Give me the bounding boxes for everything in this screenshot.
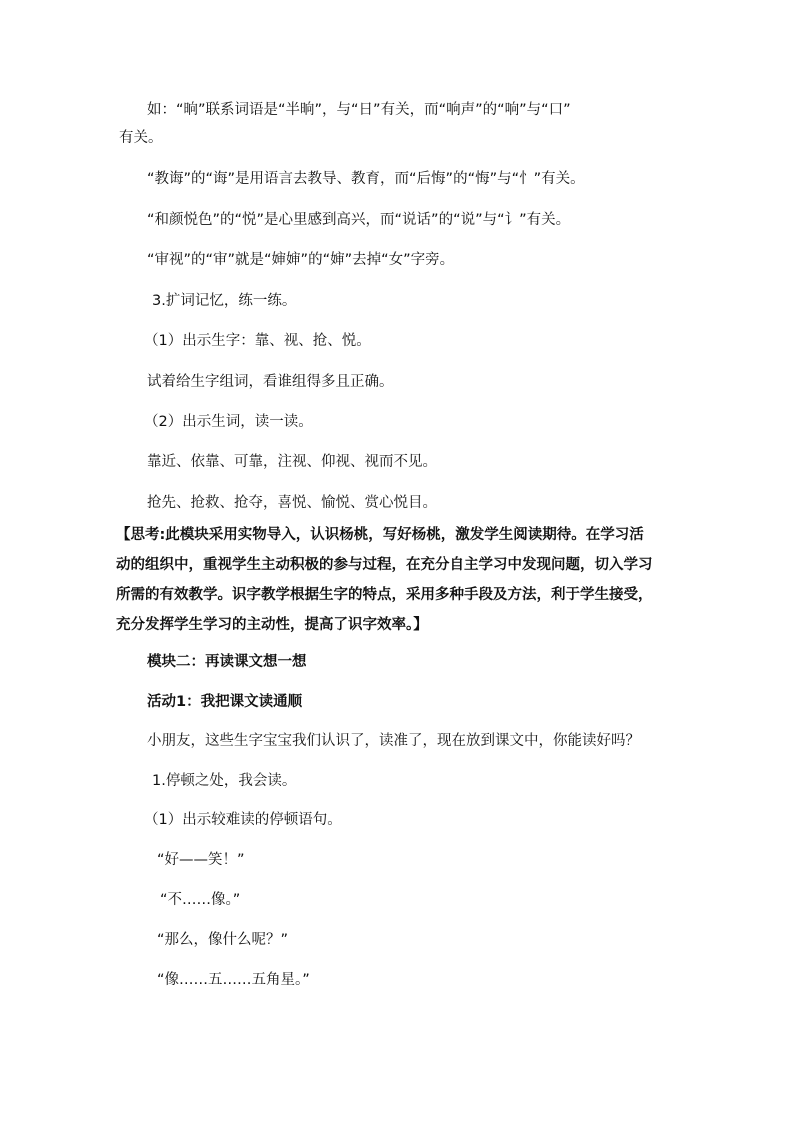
dialogue-line: “那么，像什么呢？” bbox=[157, 932, 289, 948]
paragraph-line: （1）出示生字：靠、视、抢、悦。 bbox=[144, 333, 371, 349]
thinking-line: 所需的有效教学。识字教学根据生字的特点，采用多种手段及方法，利于学生接受， bbox=[116, 587, 653, 603]
activity-title: 活动1：我把课文读通顺 bbox=[147, 694, 303, 710]
dialogue-line: “不……像。” bbox=[160, 892, 241, 908]
module-title: 模块二：再读课文想一想 bbox=[147, 654, 307, 670]
dialogue-line: “好——笑！” bbox=[157, 852, 245, 868]
thinking-line: 【思考:此模块采用实物导入，认识杨桃，写好杨桃，激发学生阅读期待。在学习活 bbox=[116, 527, 644, 543]
paragraph-line: 如：“晌”联系词语是“半晌”，与“日”有关，而“响声”的“响”与“口” bbox=[147, 102, 571, 118]
paragraph-line: 靠近、依靠、可靠，注视、仰视、视而不见。 bbox=[147, 454, 437, 470]
paragraph-line: （2）出示生词，读一读。 bbox=[144, 414, 313, 430]
paragraph-line: 1.停顿之处，我会读。 bbox=[152, 773, 297, 789]
paragraph-line: 3.扩词记忆，练一练。 bbox=[152, 293, 297, 309]
dialogue-line: “像……五……五角星。” bbox=[157, 972, 310, 988]
paragraph-line: “和颜悦色”的“悦”是心里感到高兴，而“说话”的“说”与“讠”有关。 bbox=[147, 212, 571, 228]
paragraph-line: 抢先、抢救、抢夺，喜悦、愉悦、赏心悦目。 bbox=[147, 495, 437, 511]
paragraph-line: “审视”的“审”就是“婶婶”的“婶”去掉“女”字旁。 bbox=[147, 252, 455, 268]
paragraph-line: “教诲”的“诲”是用语言去教导、教育，而“后悔”的“悔”与“忄”有关。 bbox=[147, 171, 585, 187]
paragraph-line: 试着给生字组词，看谁组得多且正确。 bbox=[147, 374, 394, 390]
paragraph-line: 小朋友，这些生字宝宝我们认识了，读准了，现在放到课文中，你能读好吗？ bbox=[147, 733, 640, 749]
paragraph-line: （1）出示较难读的停顿语句。 bbox=[144, 812, 342, 828]
paragraph-line: 有关。 bbox=[119, 130, 163, 146]
thinking-note bbox=[116, 525, 676, 635]
thinking-line: 充分发挥学生学习的主动性，提高了识字效率。】 bbox=[116, 617, 428, 633]
thinking-line: 动的组织中，重视学生主动积极的参与过程，在充分自主学习中发现问题，切入学习 bbox=[116, 557, 653, 573]
